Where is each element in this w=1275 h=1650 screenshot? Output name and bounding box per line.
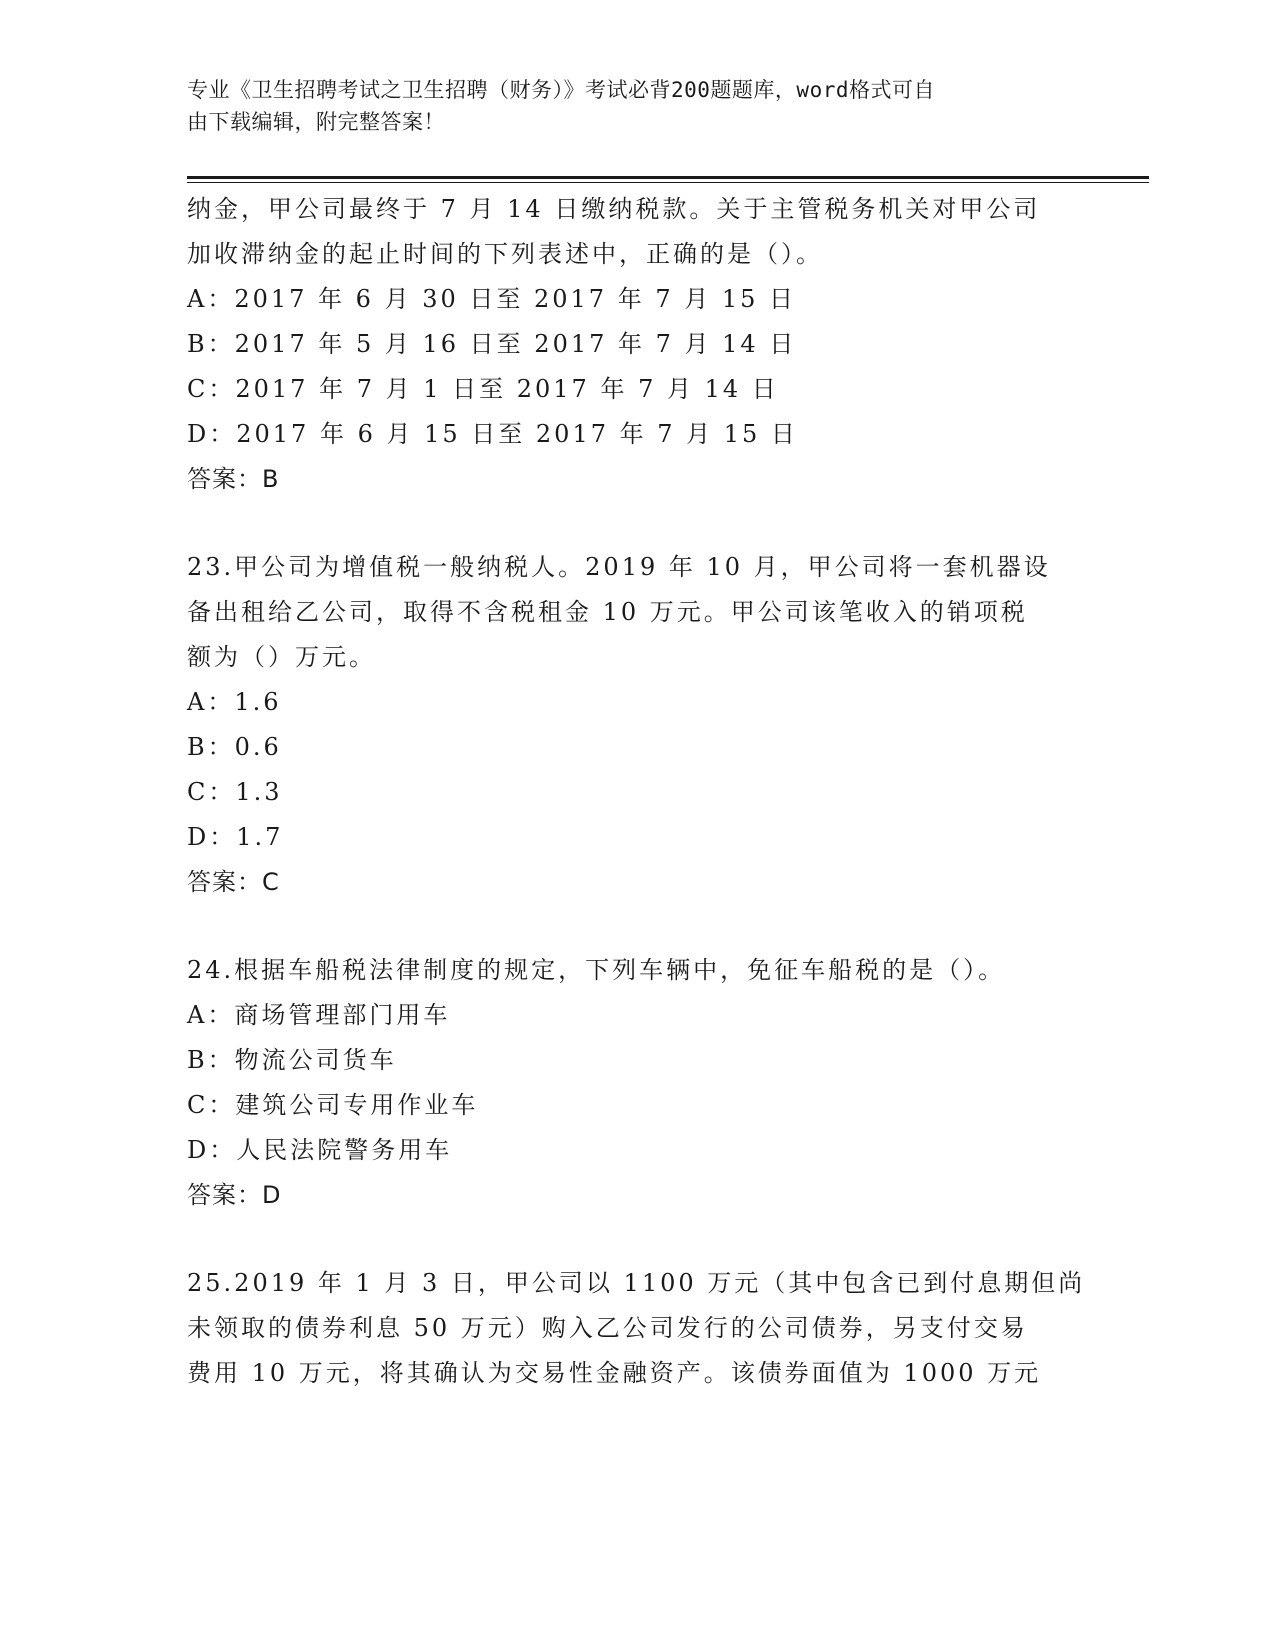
question-25: [187, 1261, 1086, 1396]
option-b: B：2017 年 5 月 16 日至 2017 年 7 月 14 日: [187, 330, 797, 358]
option-b: B：物流公司货车: [187, 1046, 397, 1074]
question-24: [187, 948, 1067, 1218]
option-d: D：人民法院警务用车: [187, 1136, 453, 1164]
question-stem-line: 24.根据车船税法律制度的规定，下列车辆中，免征车船税的是（）。: [187, 956, 1006, 984]
answer-line: 答案：B: [187, 465, 280, 493]
answer-line: 答案：D: [187, 1181, 282, 1209]
question-stem-line: 25.2019 年 1 月 3 日，甲公司以 1100 万元（其中包含已到付息期但尚: [187, 1269, 1086, 1297]
answer-line: 答案：C: [187, 868, 280, 896]
question-stem-line: 加收滞纳金的起止时间的下列表述中，正确的是（）。: [187, 240, 823, 268]
option-c: C：建筑公司专用作业车: [187, 1091, 479, 1119]
option-a: A：1.6: [187, 688, 282, 716]
question-stem-line: 23.甲公司为增值税一般纳税人。2019 年 10 月，甲公司将一套机器设: [187, 553, 1051, 581]
question-23: [187, 545, 1067, 905]
option-a: A：商场管理部门用车: [187, 1001, 451, 1029]
option-a: A：2017 年 6 月 30 日至 2017 年 7 月 15 日: [187, 285, 797, 313]
question-stem-line: 额为（）万元。: [187, 643, 376, 671]
question-spacer: [187, 502, 1067, 545]
option-c: C：1.3: [187, 778, 283, 806]
question-stem-line: 纳金，甲公司最终于 7 月 14 日缴纳税款。关于主管税务机关对甲公司: [187, 195, 1041, 223]
header-divider-thin: [187, 182, 1149, 183]
header-title-line-1: 专业《卫生招聘考试之卫生招聘（财务）》考试必背200题题库，word格式可自: [187, 78, 935, 102]
option-d: D：2017 年 6 月 15 日至 2017 年 7 月 15 日: [187, 420, 798, 448]
page-header: [187, 74, 1067, 138]
option-b: B：0.6: [187, 733, 282, 761]
question-22: [187, 187, 1067, 502]
header-title-line-2: 由下载编辑，附完整答案！: [187, 110, 445, 134]
question-spacer: [187, 905, 1067, 948]
document-body: [187, 187, 1086, 1396]
question-spacer: [187, 1218, 1067, 1261]
option-c: C：2017 年 7 月 1 日至 2017 年 7 月 14 日: [187, 375, 779, 403]
question-stem-line: 未领取的债券利息 50 万元）购入乙公司发行的公司债券，另支付交易: [187, 1314, 1028, 1342]
question-stem-line: 费用 10 万元，将其确认为交易性金融资产。该债券面值为 1000 万元: [187, 1359, 1042, 1387]
option-d: D：1.7: [187, 823, 284, 851]
header-divider-thick: [187, 176, 1149, 179]
question-stem-line: 备出租给乙公司，取得不含税租金 10 万元。甲公司该笔收入的销项税: [187, 598, 1028, 626]
